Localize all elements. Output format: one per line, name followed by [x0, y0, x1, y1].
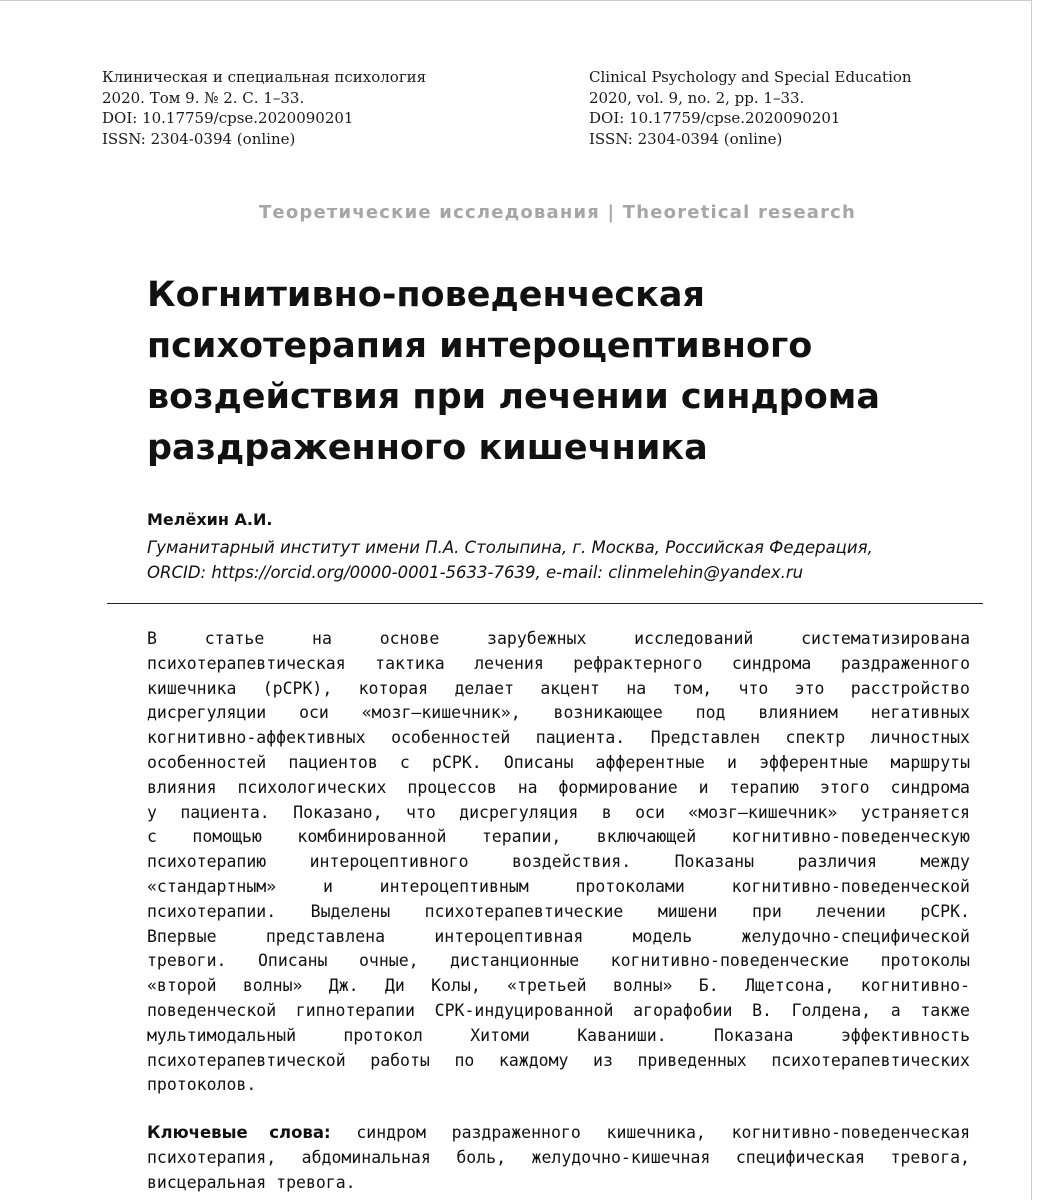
keywords: [147, 1121, 970, 1195]
section-label: Теоретические исследования | Theoretical research: [258, 202, 857, 223]
title-line: воздействия при лечении синдрома: [147, 377, 880, 417]
abstract-line: тревоги. Описаны очные, дистанционные когнитивно-поведенческие протоколы: [147, 951, 970, 971]
abstract-line: В статье на основе зарубежных исследований систематизирована: [147, 629, 970, 648]
journal-issue-ru: 2020. Том 9. № 2. С. 1–33.: [102, 88, 305, 107]
keywords-label: Ключевые слова:: [147, 1123, 331, 1142]
journal-doi-ru: DOI: 10.17759/cpse.2020090201: [102, 109, 354, 127]
abstract-line: у пациента. Показано, что дисрегуляция в оси «мозг–кишечник» устраняется: [147, 802, 970, 822]
journal-issn-en: ISSN: 2304-0394 (online): [589, 129, 783, 148]
journal-title-ru: Клиническая и специальная психология: [102, 68, 427, 86]
title-line: раздраженного кишечника: [147, 428, 708, 468]
journal-issn-ru: ISSN: 2304-0394 (online): [102, 129, 296, 148]
abstract-line: «стандартным» и интероцептивным протоколами когнитивно-поведенческой: [147, 876, 970, 896]
abstract: [147, 627, 970, 1098]
author-affiliation: [147, 535, 873, 585]
abstract-line: особенностей пациентов с рСРК. Описаны афферентные и эфферентные маршруты: [147, 752, 970, 772]
author-name: Мелёхин А.И.: [147, 510, 273, 529]
abstract-line: протоколов.: [147, 1075, 257, 1095]
abstract-line: «второй волны» Дж. Ди Колы, «третьей волны» Б. Лщетсона, когнитивно-: [147, 976, 970, 996]
title-line: психотерапия интероцептивного: [147, 326, 813, 366]
journal-issue-en: 2020, vol. 9, no. 2, pp. 1–33.: [589, 88, 805, 107]
keywords-text: синдром раздраженного кишечника, когнитивно-поведенческая: [356, 1123, 970, 1142]
abstract-line: психотерапии. Выделены психотерапевтические мишени при лечении рСРК.: [147, 901, 970, 921]
abstract-line: поведенческой гипнотерапии СРК-индуцированной агорафобии В. Голдена, а также: [147, 1000, 970, 1020]
journal-info-en: [589, 67, 912, 149]
abstract-line: мультимодальный протокол Хитоми Каваниши. Показана эффективность: [147, 1025, 970, 1045]
journal-title-en: Clinical Psychology and Special Education: [589, 68, 912, 86]
abstract-line: с помощью комбинированной терапии, включающей когнитивно-поведенческую: [147, 827, 970, 847]
abstract-line: психотерапию интероцептивного воздействия. Показаны различия между: [147, 852, 970, 872]
abstract-line: кишечника (рСРК), которая делает акцент на том, что это расстройство: [147, 678, 970, 698]
abstract-line: дисрегуляции оси «мозг–кишечник», возникающее под влиянием негативных: [147, 703, 970, 723]
keywords-line: [147, 1121, 970, 1146]
horizontal-rule: [107, 603, 983, 604]
affiliation-line: Гуманитарный институт имени П.А. Столыпина, г. Москва, Российская Федерация,: [147, 538, 873, 557]
keywords-line: висцеральная тревога.: [147, 1172, 356, 1192]
article-title: [147, 270, 967, 474]
abstract-line: когнитивно-аффективных особенностей пациента. Представлен спектр личностных: [147, 728, 970, 748]
abstract-line: влияния психологических процессов на формирование и терапию этого синдрома: [147, 777, 970, 797]
journal-doi-en: DOI: 10.17759/cpse.2020090201: [589, 109, 841, 127]
abstract-line: психотерапевтическая тактика лечения рефрактерного синдрома раздраженного: [147, 653, 970, 673]
orcid-email-line: ORCID: https://orcid.org/0000-0001-5633-7639, e-mail: clinmelehin@yandex.ru: [147, 563, 804, 582]
abstract-line: Впервые представлена интероцептивная модель желудочно-специфической: [147, 926, 970, 946]
title-line: Когнитивно-поведенческая: [147, 275, 706, 315]
abstract-line: психотерапевтической работы по каждому из приведенных психотерапевтических: [147, 1050, 970, 1070]
keywords-line: психотерапия, абдоминальная боль, желудочно-кишечная специфическая тревога,: [147, 1147, 970, 1167]
journal-info-ru: [102, 67, 426, 149]
